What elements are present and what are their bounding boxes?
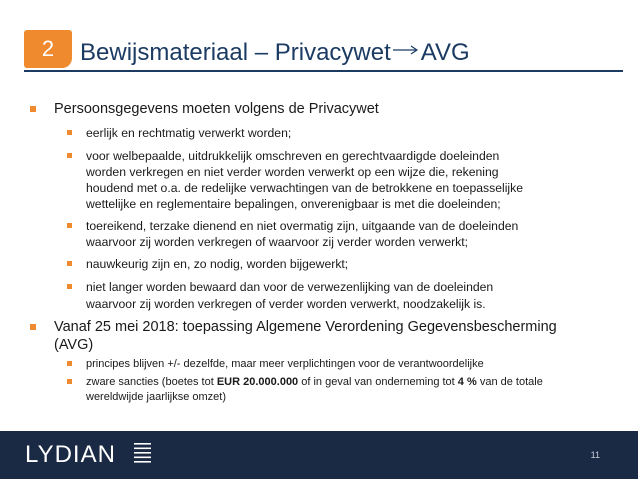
- footer-bar: [0, 431, 638, 479]
- bullet-square-icon: [30, 106, 36, 112]
- text-run: of in geval van onderneming tot: [298, 376, 458, 388]
- sub-bullet-text: toereikend, terzake dienend en niet overmatig zijn, uitgaande van de doeleinden: [86, 219, 519, 233]
- slide-title: [80, 38, 470, 72]
- title-divider: [24, 70, 623, 72]
- sub-bullet-text: principes blijven +/- dezelfde, maar meer verplichtingen voor de verantwoordelijke: [86, 358, 484, 370]
- bullet-square-icon: [67, 153, 72, 158]
- right-arrow-icon: [392, 38, 420, 62]
- sub-bullet-text: [86, 375, 543, 389]
- bullet-square-icon: [67, 361, 72, 366]
- bullet-text: Persoonsgegevens moeten volgens de Privacywet: [54, 101, 379, 117]
- fine-percentage: 4 %: [457, 376, 477, 388]
- sub-bullet-text: worden verkregen en niet verder worden verwerkt op een wijze die, rekening: [86, 165, 499, 179]
- bullet-text: (AVG): [54, 337, 94, 353]
- title-part2: AVG: [420, 39, 470, 66]
- slide-number-badge: 2: [24, 30, 72, 68]
- sub-bullet-text: wettelijke en reglementaire bepalingen, onverenigbaar is met die doeleinden;: [86, 197, 501, 211]
- fine-amount: EUR 20.000.000: [216, 376, 299, 388]
- text-run: van de totale: [476, 376, 543, 388]
- logo-lines-icon: [134, 443, 151, 463]
- sub-bullet-text: nauwkeurig zijn en, zo nodig, worden bijgewerkt;: [86, 257, 349, 271]
- bullet-square-icon: [67, 284, 72, 289]
- sub-bullet-text: voor welbepaalde, uitdrukkelijk omschreven en gerechtvaardigde doeleinden: [86, 149, 500, 163]
- text-run: zware sancties (boetes tot: [86, 376, 217, 388]
- sub-bullet-text: wereldwijde jaarlijkse omzet): [86, 391, 226, 403]
- sub-bullet-text: niet langer worden bewaard dan voor de verwezenlijking van de doeleinden: [86, 280, 494, 294]
- bullet-text: Vanaf 25 mei 2018: toepassing Algemene Verordening Gegevensbescherming: [54, 319, 557, 335]
- bullet-square-icon: [67, 379, 72, 384]
- sub-bullet-text: eerlijk en rechtmatig verwerkt worden;: [86, 126, 292, 140]
- company-logo: LYDIAN: [25, 441, 116, 468]
- bullet-square-icon: [67, 261, 72, 266]
- bullet-square-icon: [30, 324, 36, 330]
- bullet-square-icon: [67, 223, 72, 228]
- page-number: 11: [590, 450, 600, 460]
- sub-bullet-text: waarvoor zij worden verkregen of waarvoor zij verder worden verwerkt;: [86, 235, 469, 249]
- sub-bullet-text: houdend met o.a. de redelijke verwachtingen van de betrokkene en toepasselijke: [86, 181, 524, 195]
- sub-bullet-text: waarvoor zij worden verkregen of verder worden verwerkt, noodzakelijk is.: [86, 297, 486, 311]
- bullet-square-icon: [67, 130, 72, 135]
- title-part1: Bewijsmateriaal – Privacywet: [80, 39, 391, 66]
